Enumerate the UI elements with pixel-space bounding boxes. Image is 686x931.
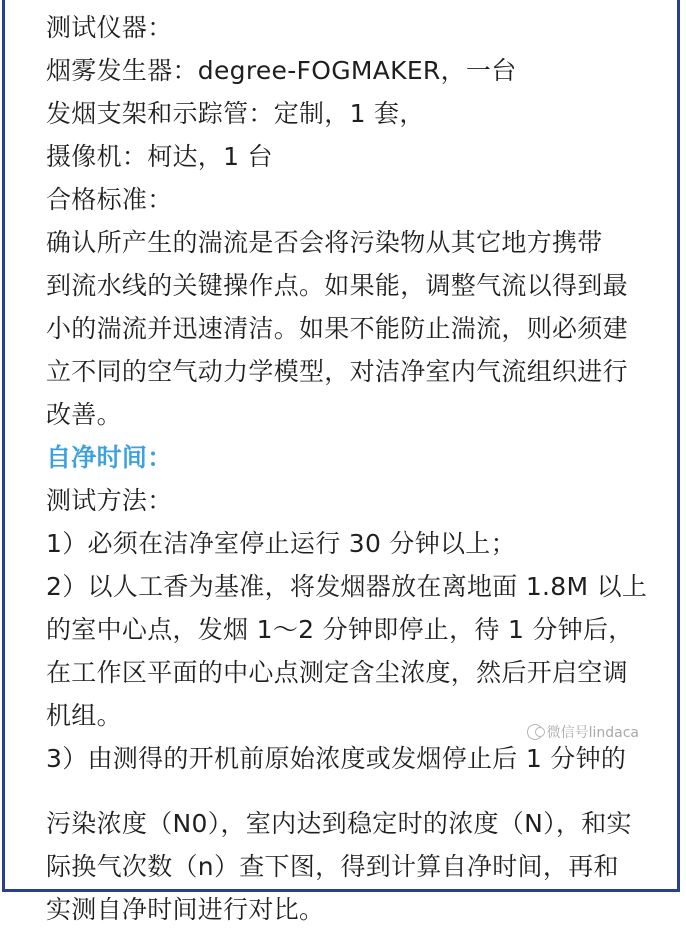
text-line: 测试仪器：: [46, 13, 173, 42]
document-frame: [2, 0, 680, 924]
text-line: 污染浓度（N0），室内达到稳定时的浓度（N），和实: [46, 809, 632, 838]
watermark: [527, 722, 639, 742]
watermark-text: 微信号lindaca: [546, 725, 639, 741]
text-line: 的室中心点，发烟 1～2 分钟即停止，待 1 分钟后，: [46, 615, 634, 644]
text-line: 机组。: [46, 701, 122, 730]
text-line: 发烟支架和示踪管：定制，1 套，: [46, 99, 425, 128]
text-line: 合格标准：: [46, 185, 173, 214]
text-line: 确认所产生的湍流是否会将污染物从其它地方携带: [46, 228, 603, 257]
text-line: 小的湍流并迅速清洁。如果不能防止湍流，则必须建: [46, 314, 628, 343]
text-line: 实测自净时间进行对比。: [46, 895, 325, 924]
text-line: 立不同的空气动力学模型，对洁净室内气流组织进行: [46, 357, 628, 386]
text-line: 改善。: [46, 400, 122, 429]
text-line: 摄像机：柯达，1 台: [46, 142, 273, 171]
text-line: 到流水线的关键操作点。如果能，调整气流以得到最: [46, 271, 628, 300]
section-heading: 自净时间：: [46, 443, 173, 472]
text-line: 烟雾发生器：degree-FOGMAKER，一台: [46, 56, 517, 85]
text-line: 测试方法：: [46, 486, 173, 515]
text-line: 在工作区平面的中心点测定含尘浓度，然后开启空调: [46, 658, 628, 687]
wechat-icon: [527, 724, 543, 740]
text-line: 2）以人工香为基准，将发烟器放在离地面 1.8M 以上: [46, 572, 648, 601]
text-line: 际换气次数（n）查下图，得到计算自净时间，再和: [46, 852, 619, 881]
text-line: 3）由测得的开机前原始浓度或发烟停止后 1 分钟的: [46, 744, 627, 773]
text-line: 1）必须在洁净室停止运行 30 分钟以上；: [46, 529, 516, 558]
document-content: [46, 6, 656, 931]
